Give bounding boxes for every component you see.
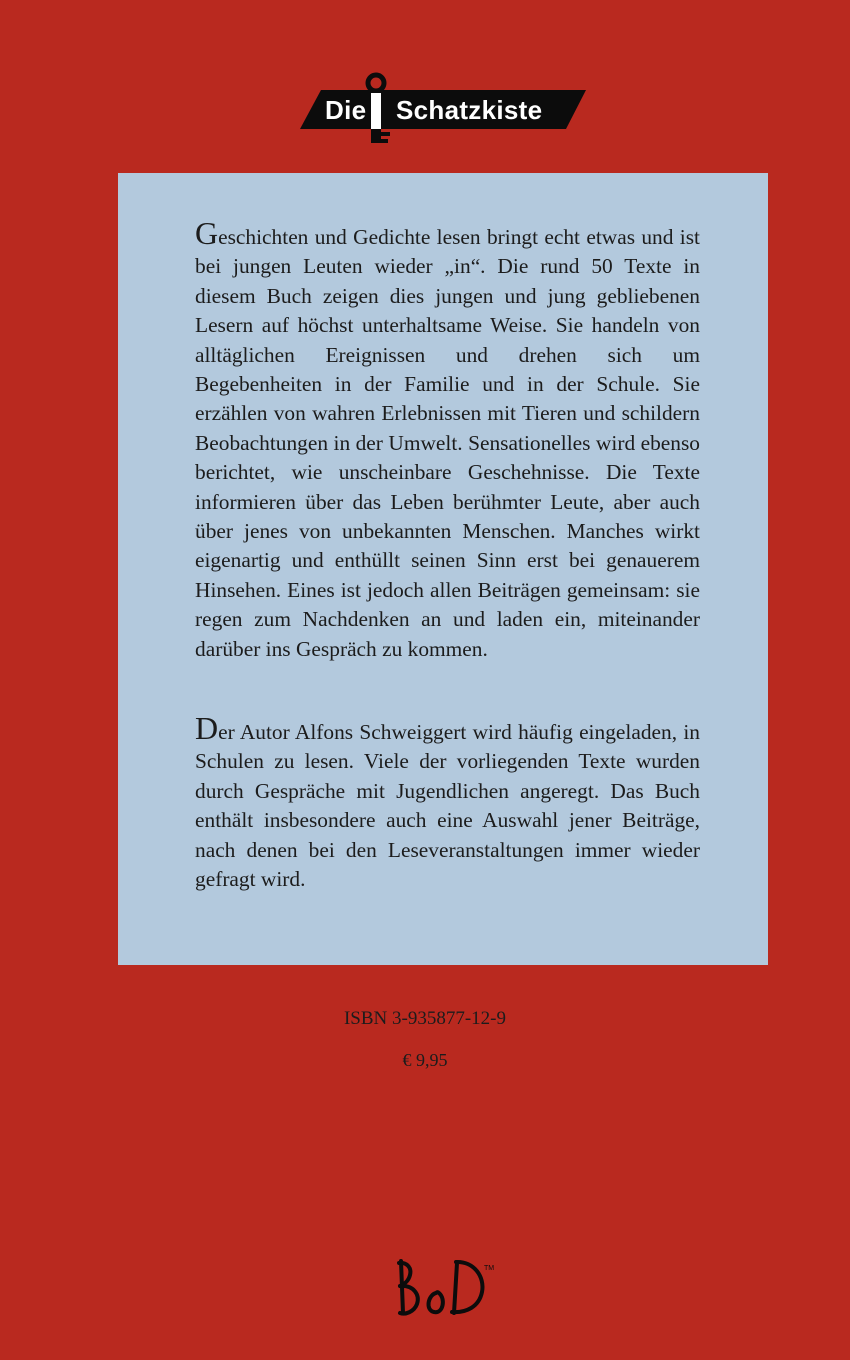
blurb-paragraph-2-text: er Autor Alfons Schweiggert wird häufig eingeladen, in Schulen zu lesen. Viele der vorliegenden Texte wurden durch Gespräche mit Jugendlichen angeregt. Das Buch enthält insbesondere auch eine Auswahl jener Beiträge, nach denen bei den Leseveranstaltungen immer wieder gefragt wird. [195, 720, 700, 892]
blurb-paragraph-2 [195, 710, 700, 894]
logo-word-die: Die [325, 95, 367, 125]
isbn-number: ISBN 3-935877-12-9 [343, 1008, 507, 1029]
bod-publisher-logo [390, 1255, 500, 1325]
series-logo [299, 72, 587, 152]
price-label: € 9,95 [402, 1050, 448, 1070]
logo-word-schatzkiste: Schatzkiste [396, 95, 543, 125]
blurb-paragraph-1-text: eschichten und Gedichte lesen bringt echt etwas und ist bei jungen Leuten wieder „in“. Die rund 50 Texte in diesem Buch zeigen dies jungen und jung gebliebenen Lesern auf höchst unterhaltsame Weise. Sie handeln von alltäglichen Ereignissen und drehen sich um Begebenheiten in der Familie und in der Schule. Sie erzählen von wahren Erlebnissen mit Tieren und schildern Beobachtungen in der Umwelt. Sensationelles wird ebenso berichtet, wie unscheinbare Geschehnisse. Die Texte informieren über das Leben berühmter Leute, aber auch über jenes von unbekannten Menschen. Manches wirkt eigenartig und enthüllt seinen Sinn erst bei genauerem Hinsehen. Eines ist jedoch allen Beiträgen gemeinsam: sie regen zum Nachdenken an und laden ein, miteinander darüber ins Gespräch zu kommen. [195, 225, 700, 661]
drop-initial-g: G [195, 215, 219, 251]
blurb-paragraph-1 [195, 215, 700, 664]
blurb-panel [118, 173, 768, 965]
trademark-mark: TM [484, 1265, 495, 1272]
drop-initial-d: D [195, 710, 219, 746]
